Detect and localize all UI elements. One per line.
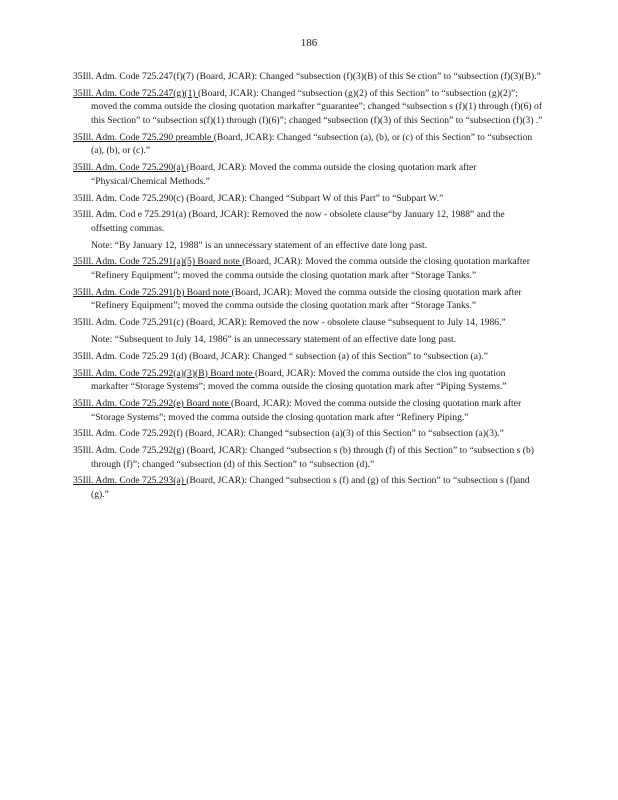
amendment-entry — [73, 474, 543, 501]
entry-text: (Board, JCAR): Removed the now - obsolete clause“by January 12, 1988” and the offsetting commas. — [91, 209, 505, 234]
entry-citation: 35Ill. Adm. Code 725.291(a)(5) Board note — [73, 256, 243, 268]
entry-citation: 35Ill. Adm. Cod e 725.291(a) — [73, 209, 187, 221]
page-number: 186 — [300, 37, 318, 49]
entry-text: (Board, JCAR): Changed “subsection s (b) through (f) of this Section” to “subsection s (b) through (f)”; changed “subsection (d) of this Section” to “subsection (d).” — [91, 445, 534, 470]
entry-text: (Board, JCAR): Moved the comma outside the closing quotation mark after “Storage Systems”; moved the comma outside the closing quotation mark after “Refinery Piping.” — [91, 397, 522, 423]
amendment-entry — [73, 255, 543, 282]
entry-text: (Board, JCAR): Changed “subsection (g)(2) of this Section” to “subsection (g)(2)”; moved the comma outside the closing quotation markafter “guarantee”; changed “subsection s (f)(1) through (f)(6) of this Section” to “subsection s(f)(1) through (f)(6)”; changed “subsection (f)(3) of this Section” to “subsection (f)(3) .” — [91, 87, 543, 126]
amendment-entry — [73, 70, 543, 84]
entry-citation: 35Ill. Adm. Code 725.247(f)(7) — [73, 71, 194, 82]
entry-citation: 35Ill. Adm. Code 725.291(c) — [73, 317, 184, 329]
amendment-entry — [73, 286, 543, 313]
amendment-entry — [73, 87, 543, 128]
entry-text: (Board, JCAR): Changed “Subpart W of this Part” to “Subpart W.” — [183, 192, 444, 204]
entry-citation: 35Ill. Adm. Code 725.292(g) — [73, 445, 185, 457]
entry-citation: 35Ill. Adm. Code 725.290(a) — [73, 162, 187, 174]
entry-text: (Board, JCAR): Changed “subsection (f)(3)(B) of this Se ction” to “subsection (f)(3)(B).” — [193, 71, 541, 82]
amendment-entry — [73, 192, 543, 206]
entry-citation: 35Ill. Adm. Code 725.247(g)(1) — [73, 87, 198, 99]
amendment-entry — [73, 444, 543, 471]
entry-citation: 35Ill. Adm. Code 725.292(e) Board note — [73, 397, 232, 409]
entry-citation: 35Ill. Adm. Code 725.291(b) Board note — [73, 286, 232, 298]
entry-text: (Board, JCAR): Moved the comma outside the clos ing quotation markafter “Storage Systems”; moved the comma outside the closing quotation mark after “Piping Systems.” — [91, 367, 507, 393]
entry-text: (Board, JCAR): Changed “subsection (a)(3) of this Section” to “subsection (a)(3).” — [182, 428, 504, 440]
entry-citation: 35Ill. Adm. Code 725.293(a) — [73, 475, 187, 487]
entry-citation: 35Ill. Adm. Code 725.290(c) — [73, 192, 184, 204]
entry-text: (Board, JCAR): Moved the comma outside the closing quotation mark after “Physical/Chemical Methods.” — [91, 162, 477, 187]
amendment-entry — [73, 131, 543, 158]
entry-citation: 35Ill. Adm. Code 725.292(f) — [73, 428, 183, 440]
amendment-entry — [73, 397, 543, 424]
entry-citation: 35Ill. Adm. Code 725.290 preamble — [73, 131, 214, 143]
amendment-entry — [73, 427, 543, 441]
entry-citation: 35Ill. Adm. Code 725.29 1(d) — [73, 350, 187, 362]
entry-text: (Board, JCAR): Changed “subsection (a), (b), or (c) of this Section” to “subsection (a), (b), or (c).” — [91, 131, 533, 157]
entry-citation: 35Ill. Adm. Code 725.292(a)(3)(B) Board note — [73, 367, 255, 379]
amendment-entry — [73, 367, 543, 394]
amendment-entry — [73, 208, 543, 235]
amendment-list — [73, 70, 543, 505]
amendment-entry — [73, 350, 543, 364]
entry-text: (Board, JCAR): Moved the comma outside the closing quotation mark after “Refinery Equipment”; moved the comma outside the closing quotation mark after “Storage Tanks.” — [91, 286, 522, 312]
amendment-note: Note: “Subsequent to July 14, 1986” is an unnecessary statement of an effective date long past. — [91, 333, 457, 345]
entry-text: (Board, JCAR): Changed “subsection s (f) and (g) of this Section” to “subsection s (f)and (g).” — [91, 475, 530, 501]
entry-text: (Board, JCAR): Moved the comma outside the closing quotation markafter “Refinery Equipment”; moved the comma outside the closing quotation mark after “Storage Tanks.” — [91, 256, 530, 282]
entry-text: (Board, JCAR): Changed “ subsection (a) of this Section” to “subsection (a).” — [186, 350, 488, 362]
amendment-note: Note: “By January 12, 1988” is an unnecessary statement of an effective date long past. — [91, 239, 428, 251]
amendment-entry — [73, 316, 543, 330]
entry-text: (Board, JCAR): Removed the now - obsolete clause “subsequent to July 14, 1986.” — [183, 317, 506, 329]
amendment-entry — [73, 161, 543, 188]
